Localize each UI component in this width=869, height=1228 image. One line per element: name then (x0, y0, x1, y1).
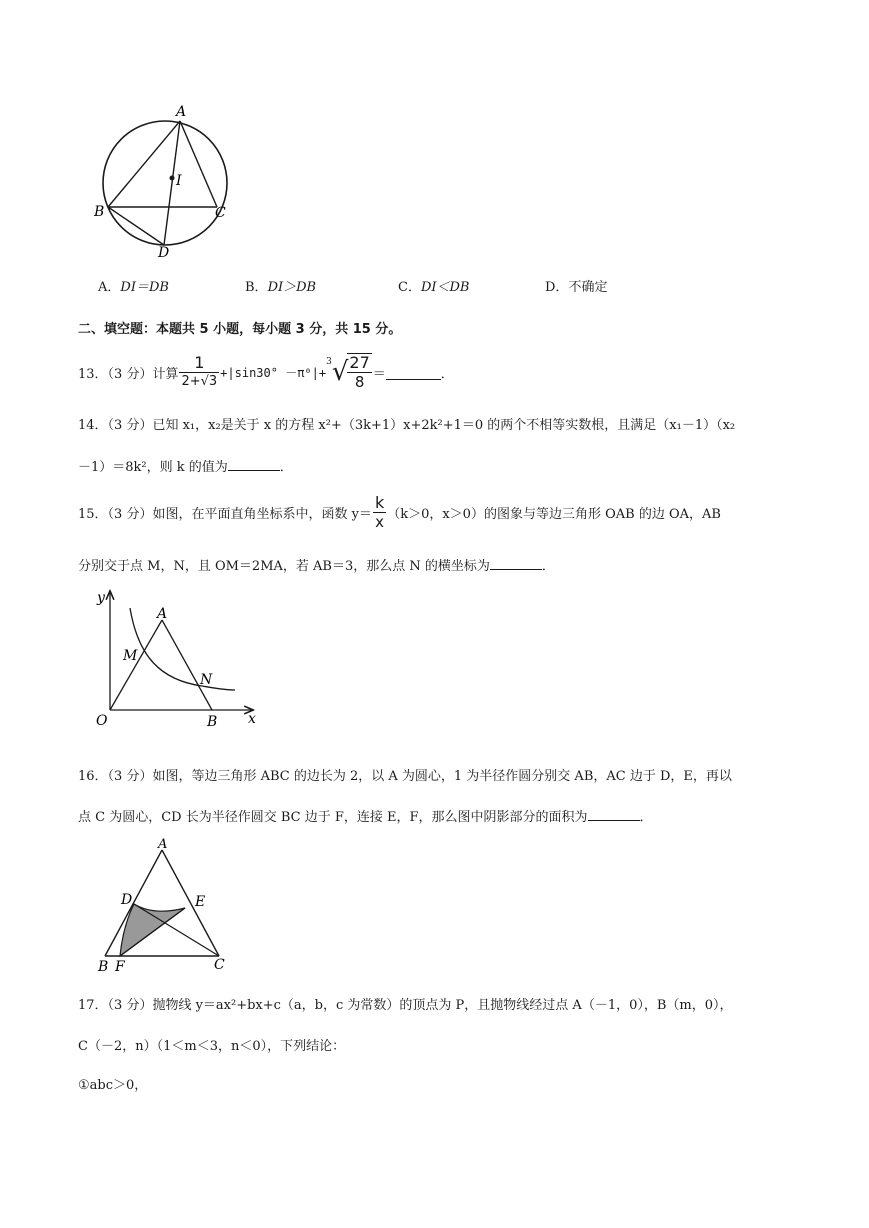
label-c: C (214, 957, 225, 973)
label-m: M (123, 648, 138, 664)
side-ac (162, 850, 219, 956)
label-x: x (248, 711, 256, 727)
label-c: C (215, 205, 226, 221)
label-b: B (207, 714, 218, 730)
label-d: D (121, 892, 133, 908)
label-e: E (195, 894, 206, 910)
q14-answer-blank[interactable] (228, 456, 280, 471)
label-a: A (157, 606, 168, 622)
label-f: F (115, 959, 125, 974)
label-b: B (98, 959, 109, 974)
q16-line1: 16．（3 分）如图，等边三角形 ABC 的边长为 2，以 A 为圆心，1 为半径作圆分别交 AB，AC 边于 D，E，再以 (78, 769, 732, 784)
q15-answer-blank[interactable] (490, 555, 542, 570)
side-ab (162, 620, 212, 710)
label-o: O (96, 713, 108, 729)
label-n: N (200, 672, 213, 688)
label-y: y (97, 590, 105, 606)
side-ac (180, 121, 217, 207)
q15-line1: 15．（3 分）如图，在平面直角坐标系中，函数 y＝ $\frac{k}{x}$ （k＞0，x＞0）的图象与等边三角形 OAB 的边 OA，AB (78, 492, 721, 531)
q13-line: 13．（3 分）计算 $\frac{1}{2+√3}$ +|sin30° －π⁰|+ 3 √ $\frac{27}{8}$ ＝ ． (78, 352, 454, 391)
q17-line1: 17．（3 分）抛物线 y＝ax²+bx+c（a，b，c 为常数）的顶点为 P，且抛物线经过点 A（－1，0），B（m，0）， (78, 998, 733, 1013)
option-b: B．DI＞DB (245, 280, 317, 295)
label-a: A (176, 104, 187, 120)
side-ab (108, 121, 180, 207)
label-a: A (158, 837, 168, 852)
q13-fraction: $\frac{1}{2+√3}$ (181, 352, 218, 389)
option-d: D．不确定 (545, 280, 608, 295)
label-i: I (176, 173, 182, 189)
q15-line2: 分别交于点 M，N，且 OM＝2MA，若 AB＝3，那么点 N 的横坐标为 ． (78, 555, 555, 574)
q14-line1: 14．（3 分）已知 x₁，x₂是关于 x 的方程 x²+（3k+1）x+2k²+1＝0 的两个不相等实数根，且满足（x₁－1）（x₂ (78, 418, 736, 433)
label-d: D (158, 245, 170, 260)
q13-cube-root: 3 √ $\frac{27}{8}$ (326, 353, 370, 391)
q15-figure (90, 586, 270, 736)
section-heading: 二、填空题：本题共 5 小题，每小题 3 分，共 15 分。 (78, 322, 402, 337)
q16-answer-blank[interactable] (588, 806, 640, 821)
label-b: B (94, 204, 105, 220)
q14-line2: －1）＝8k²，则 k 的值为 ． (78, 456, 293, 475)
segment-bd (108, 207, 164, 245)
q16-line2: 点 C 为圆心，CD 长为半径作圆交 BC 边于 F，连接 E，F，那么图中阴影部分的面积为 ． (78, 806, 653, 825)
incenter-point (170, 176, 175, 181)
q17-line2: C（－2，n）（1＜m＜3，n＜0），下列结论： (78, 1039, 346, 1054)
q17-item1: ①abc＞0， (78, 1078, 148, 1093)
option-a: A．DI＝DB (98, 280, 169, 295)
option-c: C．DI＜DB (398, 280, 470, 295)
q16-figure (94, 836, 234, 974)
q15-fraction: $\frac{k}{x}$ (374, 492, 385, 531)
q13-answer-blank[interactable] (386, 365, 441, 380)
q12-figure (92, 100, 242, 260)
